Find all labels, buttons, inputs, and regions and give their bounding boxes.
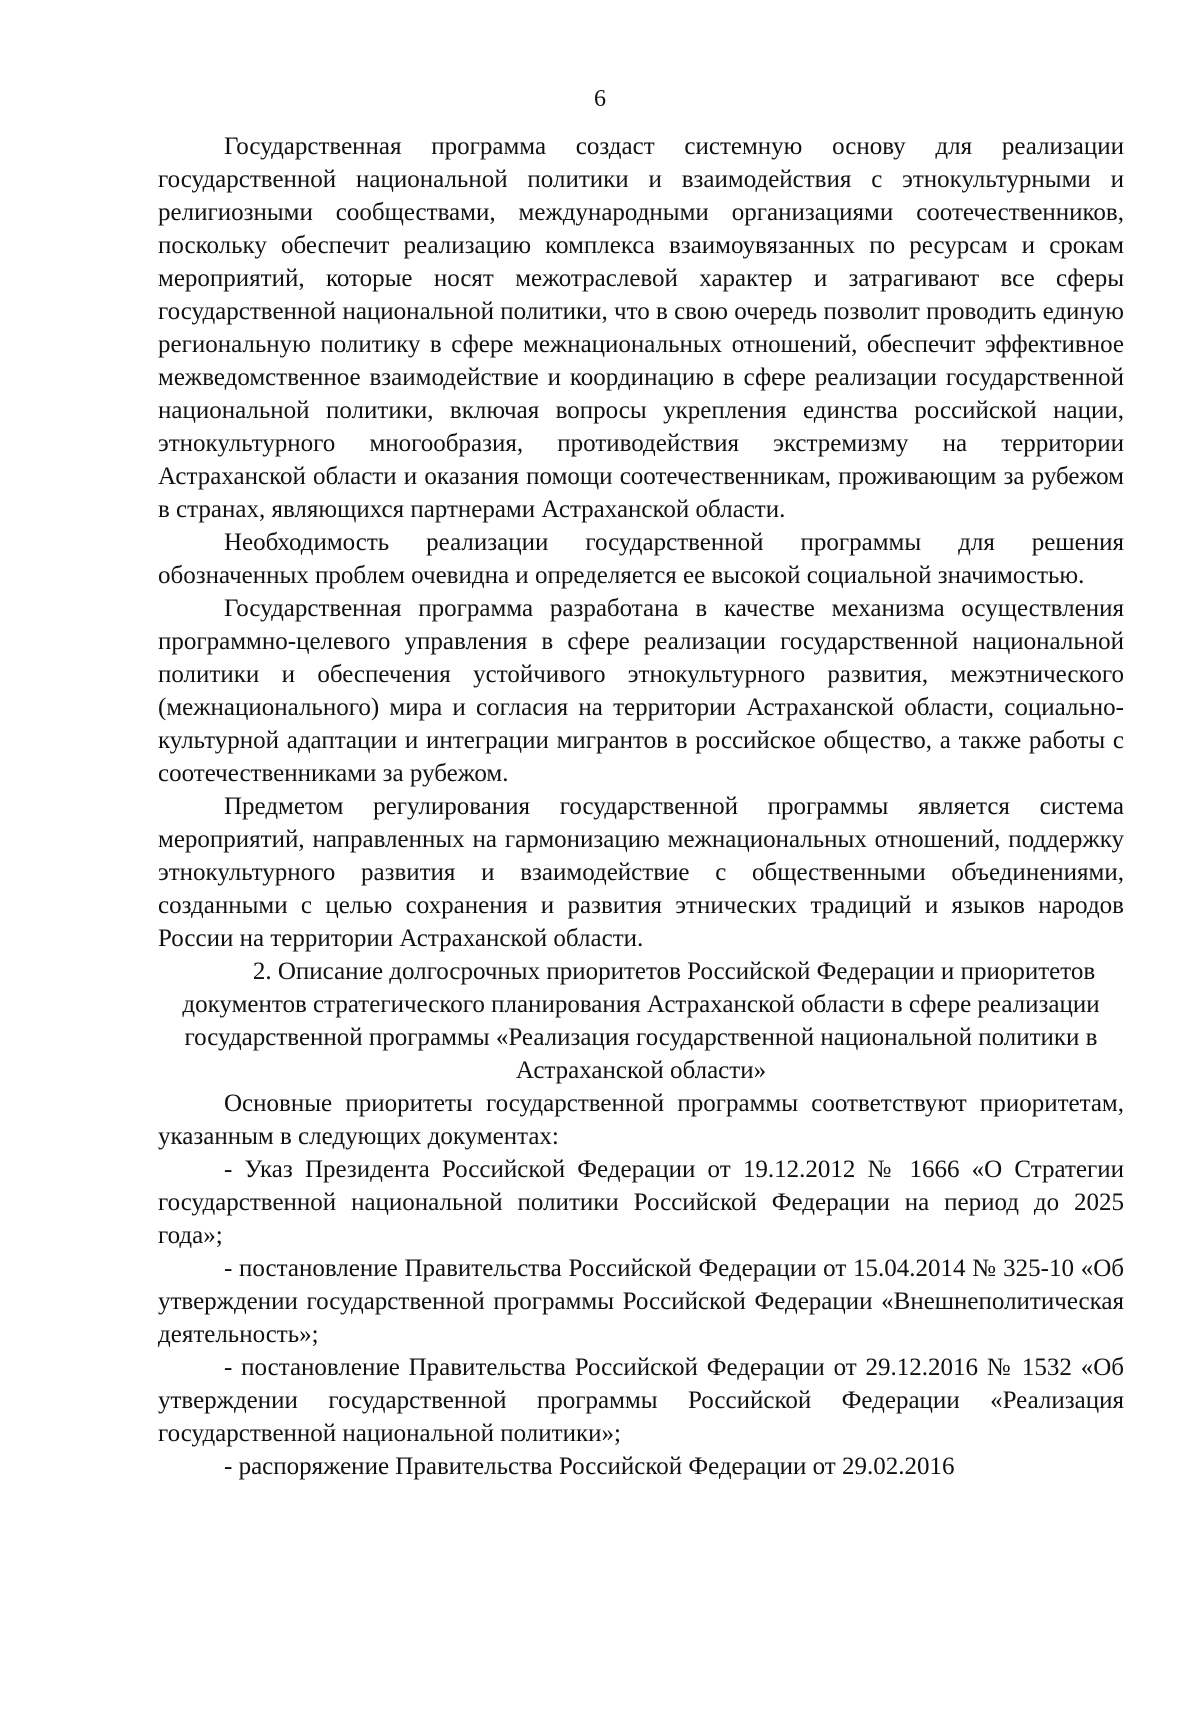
document-body <box>158 130 1124 1483</box>
section-intro: Основные приоритеты государственной программы соответствуют приоритетам, указанным в следующих документах: <box>158 1090 1124 1150</box>
document-list-item: - Указ Президента Российской Федерации от 19.12.2012 № 1666 «О Стратегии государственной национальной политики Российской Федерации на период до 2025 года»; <box>158 1156 1124 1249</box>
paragraph-system-basis: Государственная программа создаст системную основу для реализации государственной национальной политики и взаимодействия с этнокультурными и религиозными сообществами, международными организациями соотечественников, поскольку обеспечит реализацию комплекса взаимоувязанных по ресурсам и срокам мероприятий, которые носят межотраслевой характер и затрагивают все сферы государственной национальной политики, что в свою очередь позволит проводить единую региональную политику в сфере межнациональных отношений, обеспечит эффективное межведомственное взаимодействие и координацию в сфере реализации государственной национальной политики, включая вопросы укрепления единства российской нации, этнокультурного многообразия, противодействия экстремизму на территории Астраханской области и оказания помощи соотечественникам, проживающим за рубежом в странах, являющихся партнерами Астраханской области. <box>158 133 1124 523</box>
paragraph-regulation-subject: Предметом регулирования государственной программы является система мероприятий, направленных на гармонизацию межнациональных отношений, поддержку этнокультурного развития и взаимодействие с общественными объединениями, созданными с целью сохранения и развития этнических традиций и языков народов России на территории Астраханской области. <box>158 793 1124 952</box>
paragraph-mechanism: Государственная программа разработана в качестве механизма осуществления программно-целевого управления в сфере реализации государственной национальной политики и обеспечения устойчивого этнокультурного развития, межэтнического (межнационального) мира и согласия на территории Астраханской области, социально-культурной адаптации и интеграции мигрантов в российское общество, а также работы с соотечественниками за рубежом. <box>158 595 1124 787</box>
section-heading: 2. Описание долгосрочных приоритетов Российской Федерации и приоритетов документов стратегического планирования Астраханской области в сфере реализации государственной программы «Реализация государственной национальной политики в Астраханской области» <box>182 958 1100 1084</box>
document-list-item: - распоряжение Правительства Российской Федерации от 29.02.2016 <box>224 1453 955 1480</box>
page-number: 6 <box>594 86 606 112</box>
document-list-item: - постановление Правительства Российской Федерации от 15.04.2014 № 325-10 «Об утверждении государственной программы Российской Федерации «Внешнеполитическая деятельность»; <box>158 1255 1124 1348</box>
paragraph-necessity: Необходимость реализации государственной программы для решения обозначенных проблем очевидна и определяется ее высокой социальной значимостью. <box>158 529 1124 589</box>
document-list-item: - постановление Правительства Российской Федерации от 29.12.2016 № 1532 «Об утверждении государственной программы Российской Федерации «Реализация государственной национальной политики»; <box>158 1354 1124 1447</box>
